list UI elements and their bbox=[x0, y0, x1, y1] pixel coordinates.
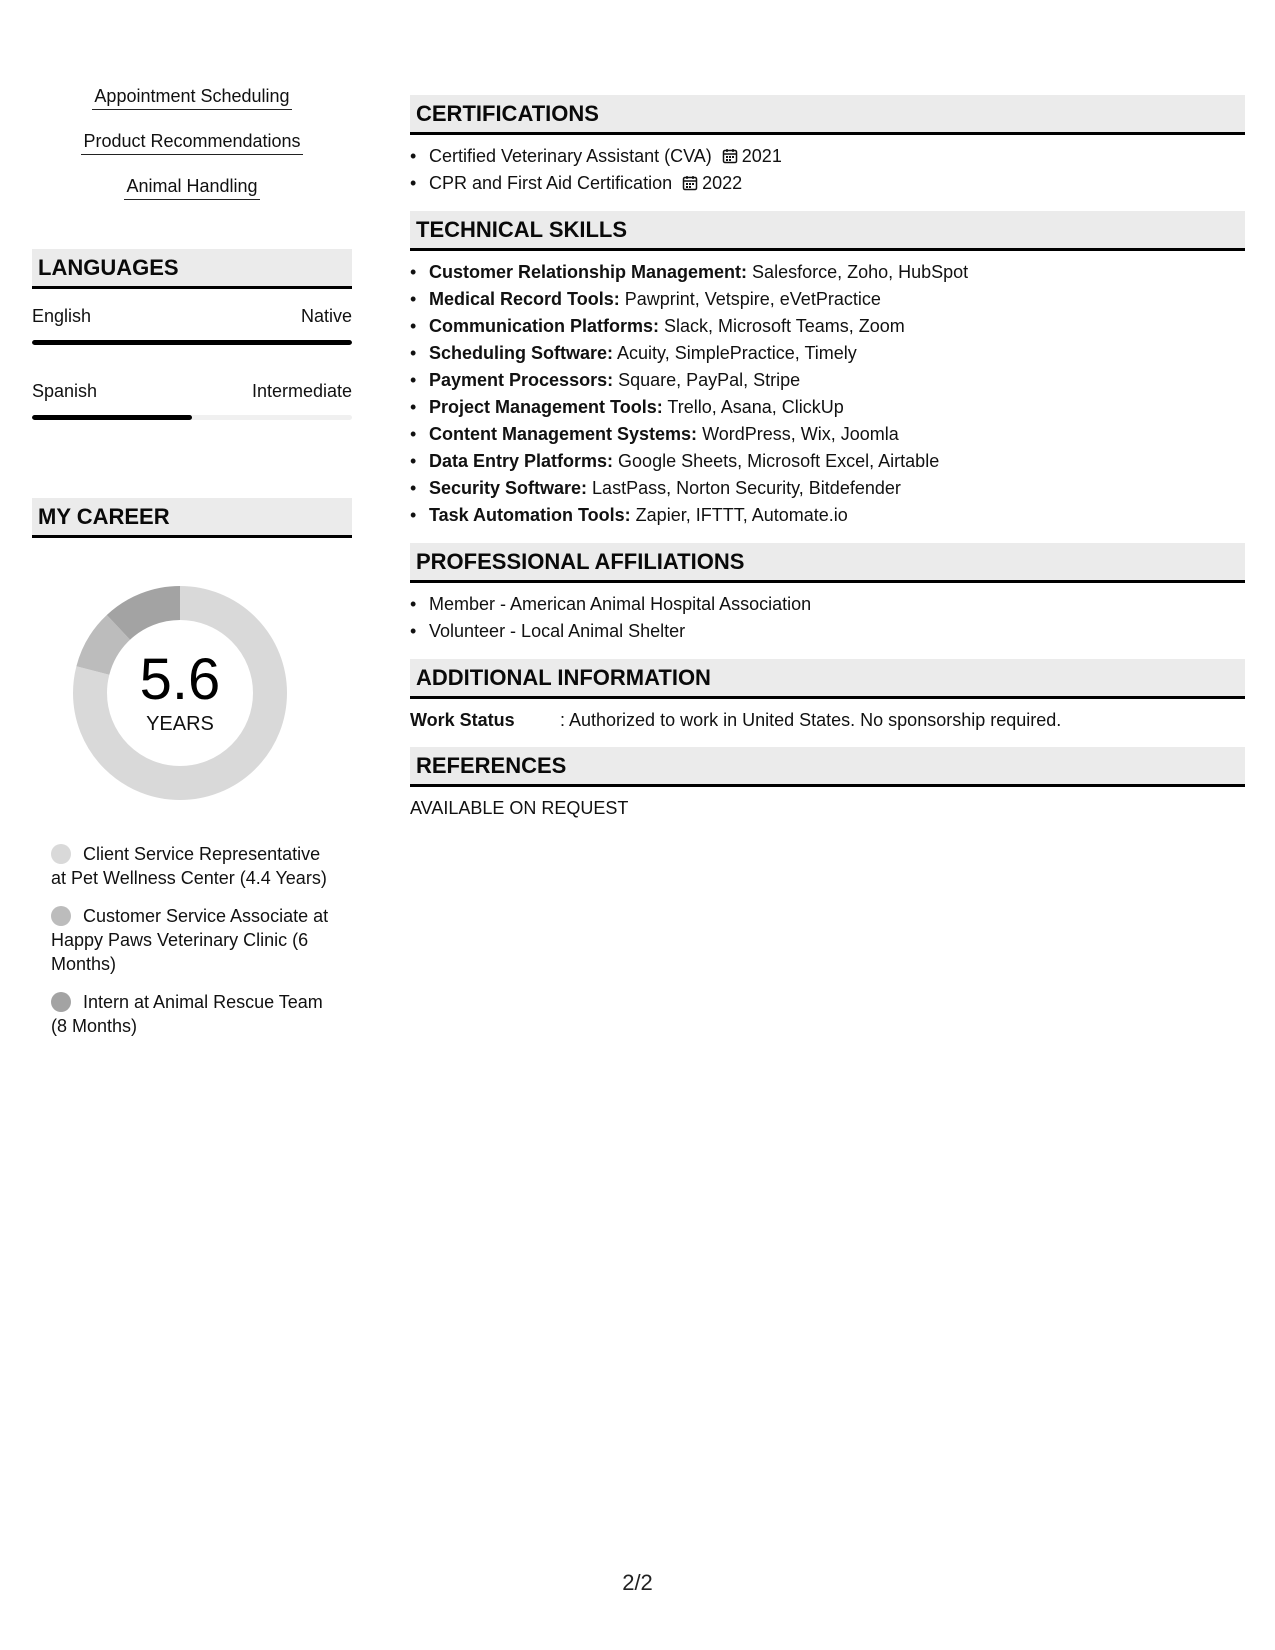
skill-tools: LastPass, Norton Security, Bitdefender bbox=[587, 478, 901, 498]
work-status-value: : Authorized to work in United States. No sponsorship required. bbox=[560, 710, 1062, 730]
technical-skill-item bbox=[410, 394, 1245, 421]
language-level: Native bbox=[300, 305, 352, 326]
technical-skill-item bbox=[410, 259, 1245, 286]
skill-category: Scheduling Software: bbox=[429, 343, 614, 363]
career-total-years: 5.6 bbox=[139, 647, 221, 712]
skill-tags bbox=[32, 84, 352, 219]
calendar-icon bbox=[682, 175, 698, 191]
career-legend-label: Client Service Representative at Pet Wellness Center (4.4 Years) bbox=[51, 844, 327, 888]
additional-info-section bbox=[410, 659, 1245, 733]
certification-name: CPR and First Aid Certification bbox=[429, 173, 673, 193]
technical-skill-item bbox=[410, 286, 1245, 313]
additional-info-heading: ADDITIONAL INFORMATION bbox=[410, 659, 1245, 699]
skill-tools: Trello, Asana, ClickUp bbox=[662, 397, 844, 417]
certifications-section bbox=[410, 95, 1245, 197]
technical-skills-heading: TECHNICAL SKILLS bbox=[410, 211, 1245, 251]
skill-tools: Square, PayPal, Stripe bbox=[613, 370, 801, 390]
career-heading: MY CAREER bbox=[32, 498, 352, 538]
certification-item bbox=[410, 143, 1245, 170]
skill-tools: Zapier, IFTTT, Automate.io bbox=[630, 505, 848, 525]
legend-dot-icon bbox=[51, 906, 71, 926]
career-donut-chart bbox=[67, 580, 293, 806]
certification-item bbox=[410, 170, 1245, 197]
languages-list bbox=[32, 303, 352, 420]
career-legend bbox=[51, 842, 331, 1038]
certification-name: Certified Veterinary Assistant (CVA) bbox=[429, 146, 712, 166]
affiliation-item: • Volunteer - Local Animal Shelter bbox=[410, 618, 1245, 645]
work-status-label: Work Status bbox=[410, 710, 515, 730]
technical-skill-item bbox=[410, 421, 1245, 448]
skill-category: Customer Relationship Management: bbox=[429, 262, 748, 282]
skill-tag: Animal Handling bbox=[124, 174, 259, 200]
skill-tools: Slack, Microsoft Teams, Zoom bbox=[659, 316, 905, 336]
technical-skill-item bbox=[410, 475, 1245, 502]
skill-category: Payment Processors: bbox=[429, 370, 614, 390]
skill-tools: Acuity, SimplePractice, Timely bbox=[613, 343, 857, 363]
skill-tag: Appointment Scheduling bbox=[92, 84, 291, 110]
certification-year: 2022 bbox=[702, 173, 743, 193]
affiliation-item: • Member - American Animal Hospital Association bbox=[410, 591, 1245, 618]
skill-tools: Salesforce, Zoho, HubSpot bbox=[747, 262, 969, 282]
left-column bbox=[32, 84, 352, 1052]
legend-dot-icon bbox=[51, 844, 71, 864]
language-proficiency-fill bbox=[32, 340, 352, 345]
language-level: Intermediate bbox=[251, 380, 352, 401]
skill-category: Security Software: bbox=[429, 478, 588, 498]
career-legend-item bbox=[51, 904, 331, 976]
technical-skills-section bbox=[410, 211, 1245, 529]
skill-tools: Google Sheets, Microsoft Excel, Airtable bbox=[613, 451, 940, 471]
skill-category: Content Management Systems: bbox=[429, 424, 698, 444]
references-text: AVAILABLE ON REQUEST bbox=[410, 798, 629, 818]
technical-skill-item bbox=[410, 313, 1245, 340]
technical-skill-item bbox=[410, 367, 1245, 394]
right-column bbox=[410, 95, 1245, 835]
languages-heading: LANGUAGES bbox=[32, 249, 352, 289]
language-proficiency-bar bbox=[32, 415, 352, 420]
language-proficiency-bar bbox=[32, 340, 352, 345]
affiliations-heading: PROFESSIONAL AFFILIATIONS bbox=[410, 543, 1245, 583]
certifications-heading: CERTIFICATIONS bbox=[410, 95, 1245, 135]
language-name: English bbox=[32, 305, 92, 326]
language-proficiency-fill bbox=[32, 415, 192, 420]
skill-category: Project Management Tools: bbox=[429, 397, 663, 417]
career-legend-item bbox=[51, 990, 331, 1038]
legend-dot-icon bbox=[51, 992, 71, 1012]
career-legend-item bbox=[51, 842, 331, 890]
affiliations-section bbox=[410, 543, 1245, 645]
skill-category: Task Automation Tools: bbox=[429, 505, 631, 525]
skill-category: Communication Platforms: bbox=[429, 316, 660, 336]
language-item bbox=[32, 378, 352, 420]
career-legend-label: Customer Service Associate at Happy Paws Veterinary Clinic (6 Months) bbox=[51, 906, 329, 974]
skill-tag: Product Recommendations bbox=[81, 129, 302, 155]
technical-skill-item bbox=[410, 340, 1245, 367]
skill-tools: WordPress, Wix, Joomla bbox=[697, 424, 899, 444]
references-section bbox=[410, 747, 1245, 821]
certification-year: 2021 bbox=[741, 146, 782, 166]
technical-skill-item bbox=[410, 502, 1245, 529]
technical-skill-item bbox=[410, 448, 1245, 475]
language-name: Spanish bbox=[32, 380, 98, 401]
skill-category: Data Entry Platforms: bbox=[429, 451, 614, 471]
career-legend-label: Intern at Animal Rescue Team (8 Months) bbox=[51, 992, 323, 1036]
references-heading: REFERENCES bbox=[410, 747, 1245, 787]
page-number: 2/2 bbox=[622, 1570, 653, 1595]
career-years-unit: YEARS bbox=[146, 713, 214, 735]
language-item bbox=[32, 303, 352, 345]
calendar-icon bbox=[722, 148, 738, 164]
skill-tools: Pawprint, Vetspire, eVetPractice bbox=[619, 289, 881, 309]
skill-category: Medical Record Tools: bbox=[429, 289, 620, 309]
